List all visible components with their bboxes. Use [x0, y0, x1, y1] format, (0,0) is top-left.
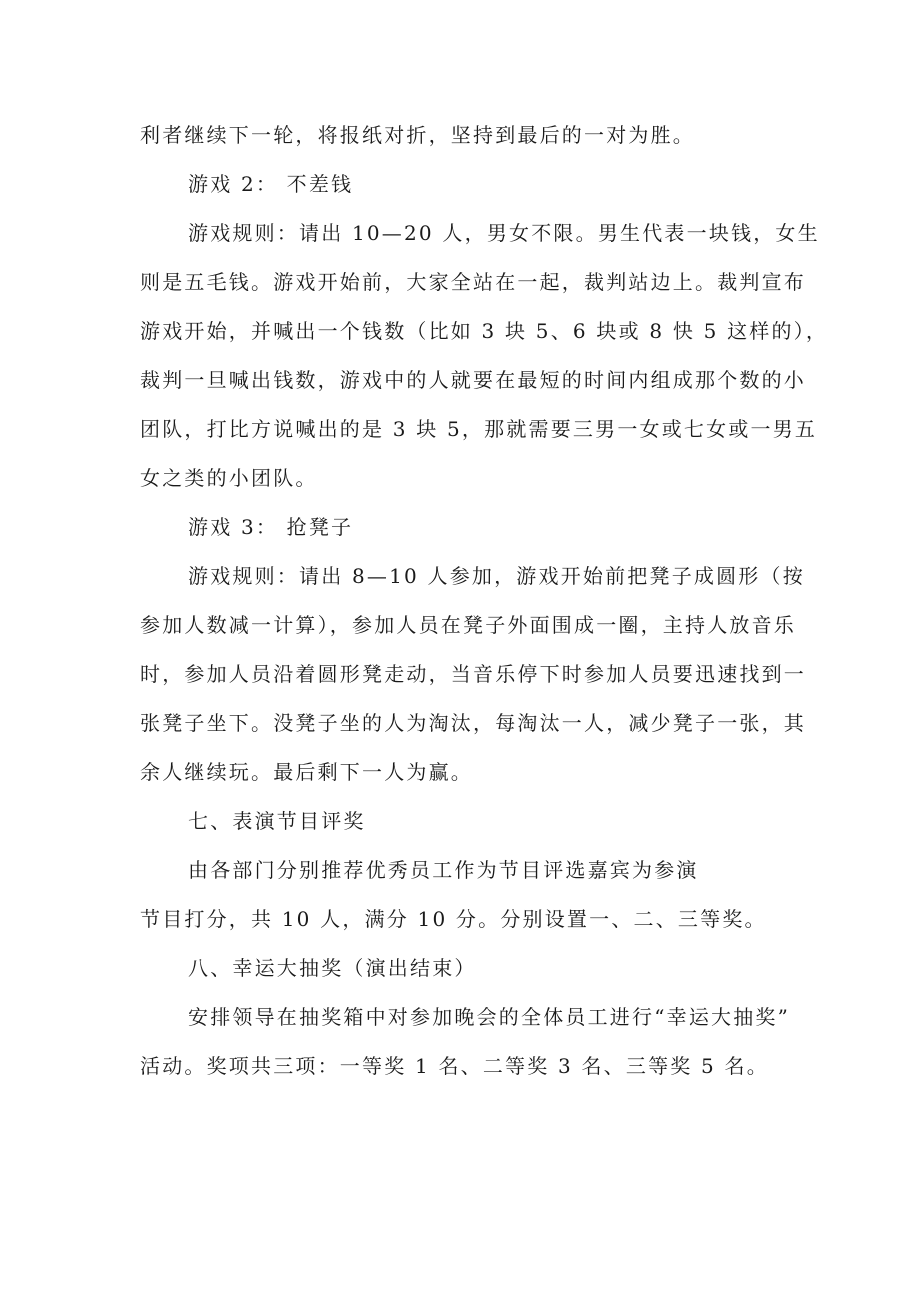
- section-7-heading: 七、表演节目评奖: [188, 809, 366, 833]
- text-line: 游戏开始，并喊出一个钱数（比如 3 块 5、6 块或 8 快 5 这样的），: [140, 319, 829, 343]
- text-line: 参加人数减一计算），参加人员在凳子外面围成一圈，主持人放音乐: [140, 613, 796, 637]
- text-line: 由各部门分别推荐优秀员工作为节目评选嘉宾为参演: [188, 858, 699, 882]
- text-line: 游戏规则：请出 8—10 人参加，游戏开始前把凳子成圆形（按: [188, 564, 805, 588]
- section-8-heading: 八、幸运大抽奖（演出结束）: [188, 956, 477, 980]
- game-3-heading: 游戏 3： 抢凳子: [188, 515, 354, 539]
- text-line: 游戏规则：请出 10—20 人，男女不限。男生代表一块钱，女生: [188, 221, 820, 245]
- text-line: 时，参加人员沿着圆形凳走动，当音乐停下时参加人员要迅速找到一: [140, 662, 806, 686]
- text-line: 张凳子坐下。没凳子坐的人为淘汰，每淘汰一人，减少凳子一张，其: [140, 711, 806, 735]
- text-line: 裁判一旦喊出钱数，游戏中的人就要在最短的时间内组成那个数的小: [140, 368, 806, 392]
- text-line: 团队，打比方说喊出的是 3 块 5，那就需要三男一女或七女或一男五: [140, 417, 818, 441]
- text-line: 则是五毛钱。游戏开始前，大家全站在一起，裁判站边上。裁判宣布: [140, 270, 806, 294]
- game-2-heading: 游戏 2： 不差钱: [188, 172, 354, 196]
- text-line: 利者继续下一轮，将报纸对折，坚持到最后的一对为胜。: [140, 123, 695, 147]
- text-line: 女之类的小团队。: [140, 466, 318, 490]
- text-line: 活动。奖项共三项：一等奖 1 名、二等奖 3 名、三等奖 5 名。: [140, 1054, 769, 1078]
- text-line: 余人继续玩。最后剩下一人为赢。: [140, 760, 473, 784]
- text-line: 节目打分，共 10 人，满分 10 分。分别设置一、二、三等奖。: [140, 907, 767, 931]
- text-line: 安排领导在抽奖箱中对参加晚会的全体员工进行“幸运大抽奖”: [188, 1005, 791, 1029]
